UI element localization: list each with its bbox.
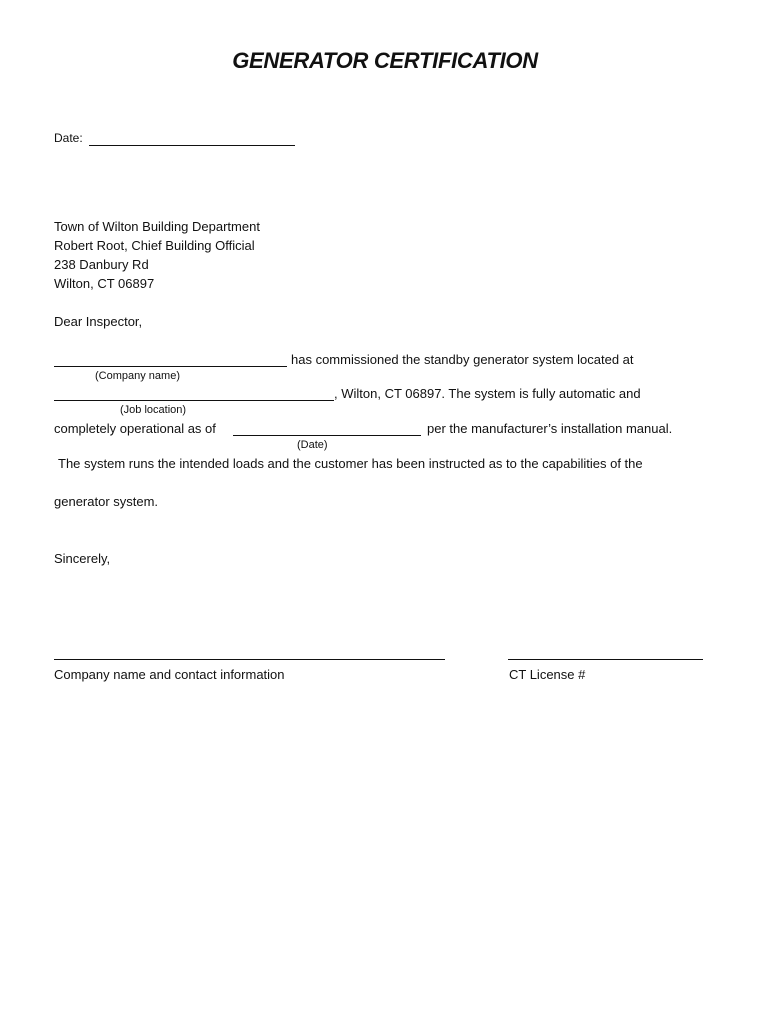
closing: Sincerely, [54, 551, 111, 566]
body-line-3-suffix: per the manufacturer’s installation manual. [427, 421, 673, 436]
body-line-4: The system runs the intended loads and the customer has been instructed as to the capabilities of the [58, 456, 643, 471]
company-name-blank[interactable] [54, 366, 287, 367]
body-line-3-prefix: completely operational as of [54, 421, 216, 436]
company-name-caption: (Company name) [95, 370, 180, 382]
salutation: Dear Inspector, [54, 314, 143, 329]
company-signature-line[interactable] [54, 659, 445, 660]
operational-date-blank[interactable] [233, 435, 421, 436]
job-location-caption: (Job location) [120, 404, 187, 416]
license-signature-line[interactable] [508, 659, 703, 660]
company-contact-label: Company name and contact information [54, 667, 285, 682]
recipient-line-1: Town of Wilton Building Department [54, 219, 260, 234]
body-line-5: generator system. [54, 494, 159, 509]
document-title: GENERATOR CERTIFICATION [232, 48, 538, 73]
body-line-2: , Wilton, CT 06897. The system is fully automatic and [334, 386, 641, 401]
recipient-line-2: Robert Root, Chief Building Official [54, 238, 255, 253]
recipient-line-4: Wilton, CT 06897 [54, 276, 155, 291]
date-label: Date: [54, 131, 83, 145]
ct-license-label: CT License # [509, 667, 586, 682]
body-line-1: has commissioned the standby generator system located at [291, 352, 634, 367]
recipient-line-3: 238 Danbury Rd [54, 257, 149, 272]
date-caption: (Date) [297, 439, 328, 451]
job-location-blank[interactable] [54, 400, 334, 401]
date-blank[interactable] [89, 145, 295, 146]
